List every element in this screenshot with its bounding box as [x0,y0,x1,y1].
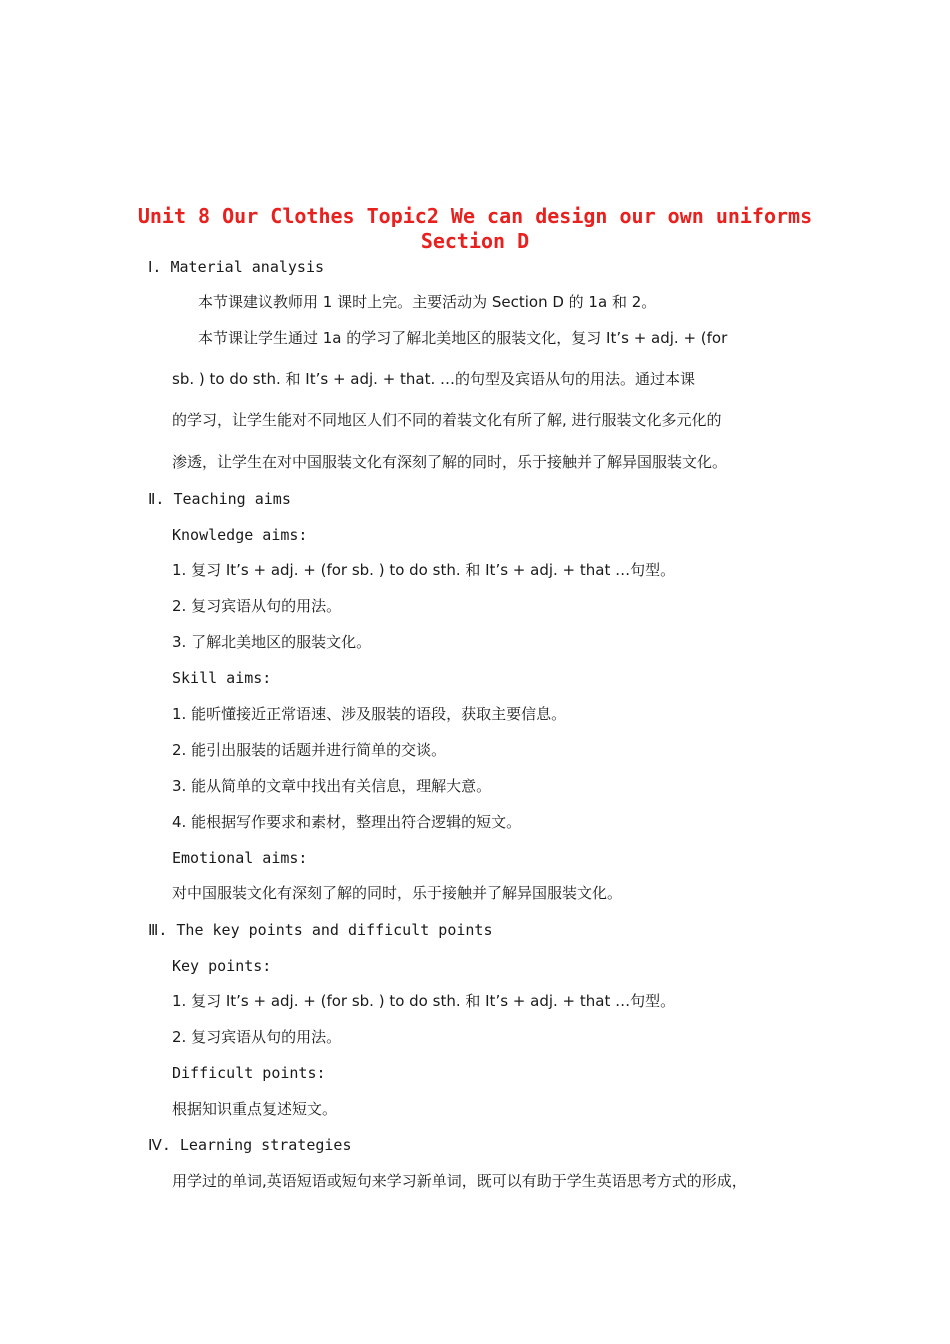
paragraph-line: 的学习，让学生能对不同地区人们不同的着装文化有所了解, 进行服装文化多元化的 [172,411,722,429]
list-item: 2. 复习宾语从句的用法。 [172,1028,342,1046]
list-item: 1. 能听懂接近正常语速、涉及服装的语段，获取主要信息。 [172,705,567,723]
key-points-label: Key points: [172,957,272,975]
knowledge-aims-label: Knowledge aims: [172,526,308,544]
document-title [0,204,950,254]
section-heading-learning-strategies: Ⅳ. Learning strategies [148,1136,352,1154]
emotional-aims-label: Emotional aims: [172,849,308,867]
difficult-points-label: Difficult points: [172,1064,326,1082]
difficult-points-text: 根据知识重点复述短文。 [172,1100,338,1118]
paragraph-line: sb. ) to do sth. 和 It’s + adj. + that. …的句型及宾语从句的用法。通过本课 [172,370,696,388]
paragraph-line: 渗透，让学生在对中国服装文化有深刻了解的同时，乐于接触并了解异国服装文化。 [172,453,728,471]
list-item: 2. 能引出服装的话题并进行简单的交谈。 [172,741,447,759]
paragraph-line: 用学过的单词,英语短语或短句来学习新单词，既可以有助于学生英语思考方式的形成， [172,1172,747,1190]
title-line-2: Section D [420,229,530,253]
emotional-aims-text: 对中国服装文化有深刻了解的同时，乐于接触并了解异国服装文化。 [172,884,623,902]
list-item: 1. 复习 It’s + adj. + (for sb. ) to do sth. 和 It’s + adj. + that …句型。 [172,992,676,1010]
list-item: 2. 复习宾语从句的用法。 [172,597,342,615]
section-heading-teaching-aims: Ⅱ. Teaching aims [148,490,291,508]
section-heading-key-points: Ⅲ. The key points and difficult points [148,921,493,939]
title-line-1: Unit 8 Our Clothes Topic2 We can design our own uniforms [137,204,813,228]
list-item: 4. 能根据写作要求和素材，整理出符合逻辑的短文。 [172,813,522,831]
list-item: 3. 了解北美地区的服装文化。 [172,633,372,651]
paragraph-line: 本节课建议教师用 1 课时上完。主要活动为 Section D 的 1a 和 2。 [198,293,657,311]
paragraph-line: 本节课让学生通过 1a 的学习了解北美地区的服装文化，复习 It’s + adj. + (for [198,329,728,347]
section-heading-material-analysis: Ⅰ. Material analysis [148,258,325,276]
list-item: 3. 能从简单的文章中找出有关信息，理解大意。 [172,777,492,795]
list-item: 1. 复习 It’s + adj. + (for sb. ) to do sth. 和 It’s + adj. + that …句型。 [172,561,676,579]
skill-aims-label: Skill aims: [172,669,272,687]
